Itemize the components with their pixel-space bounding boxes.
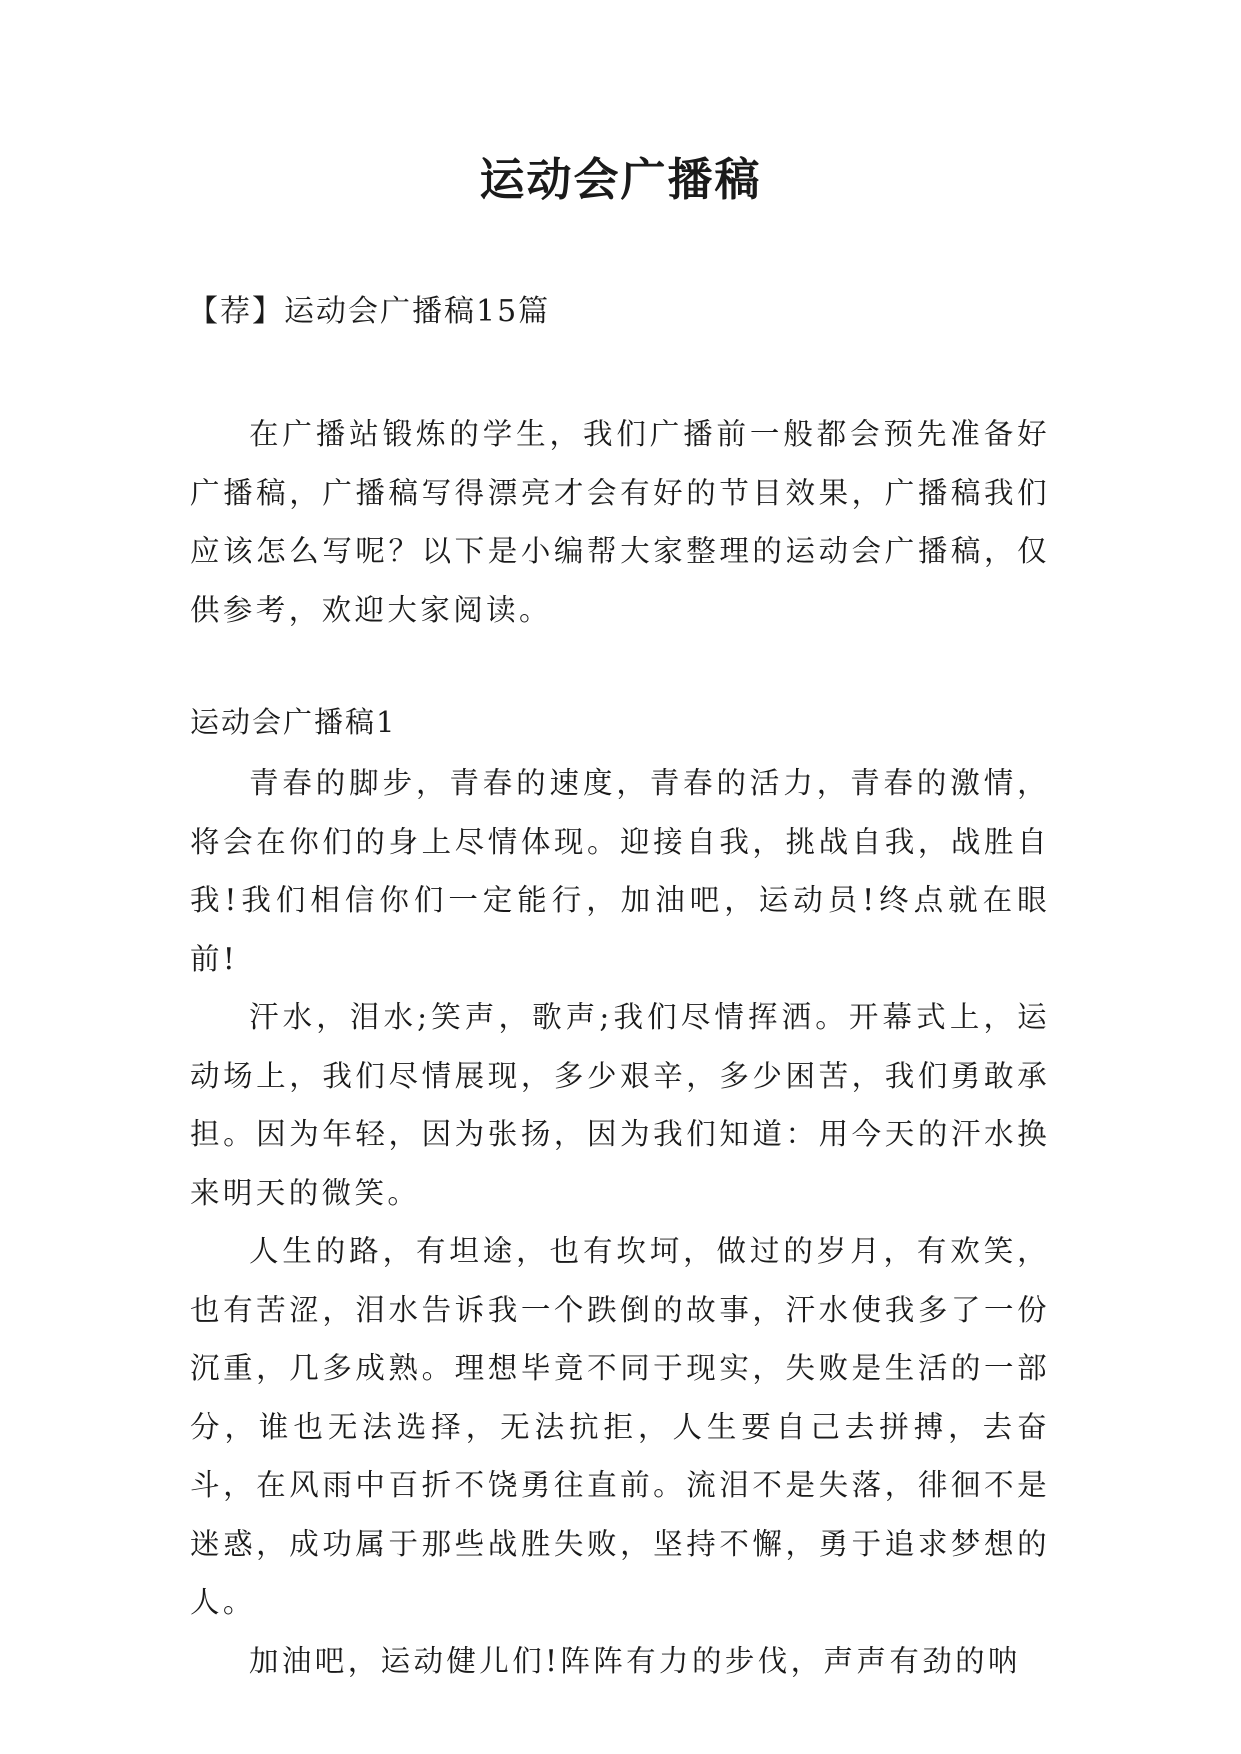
paragraph-3: 人生的路，有坦途，也有坎坷，做过的岁月，有欢笑，也有苦涩，泪水告诉我一个跌倒的故事，汗水使我多了一份沉重，几多成熟。理想毕竟不同于现实，失败是生活的一部分，谁也无法选择，无法抗拒，人生要自己去拼搏，去奋斗，在风雨中百折不饶勇往直前。流泪不是失落，徘徊不是迷惑，成功属于那些战胜失败，坚持不懈，勇于追求梦想的人。 (190, 1234, 1050, 1619)
paragraph-2: 汗水，泪水;笑声，歌声;我们尽情挥洒。开幕式上，运动场上，我们尽情展现，多少艰辛，多少困苦，我们勇敢承担。因为年轻，因为张扬，因为我们知道：用今天的汗水换来明天的微笑。 (190, 1000, 1050, 1210)
document-title: 运动会广播稿 (479, 153, 762, 206)
intro-paragraph: 在广播站锻炼的学生，我们广播前一般都会预先准备好广播稿，广播稿写得漂亮才会有好的节目效果，广播稿我们应该怎么写呢？以下是小编帮大家整理的运动会广播稿，仅供参考，欢迎大家阅读。 (190, 417, 1050, 627)
paragraph-1: 青春的脚步，青春的速度，青春的活力，青春的激情，将会在你们的身上尽情体现。迎接自我，挑战自我，战胜自我!我们相信你们一定能行，加油吧，运动员!终点就在眼前! (190, 766, 1050, 976)
intro-section (190, 405, 1050, 639)
section-heading: 运动会广播稿1 (190, 705, 397, 739)
paragraph-4: 加油吧，运动健儿们!阵阵有力的步伐，声声有劲的呐 (249, 1643, 1021, 1678)
section-content (190, 754, 1050, 1690)
document-subtitle: 【荐】运动会广播稿15篇 (188, 294, 551, 329)
